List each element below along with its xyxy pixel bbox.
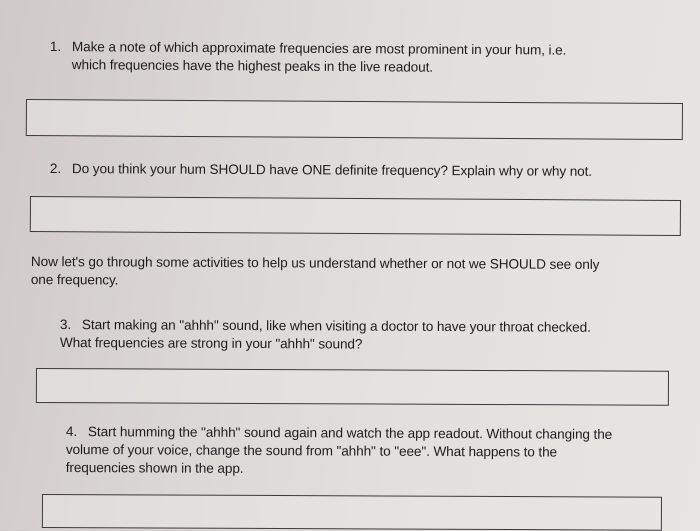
question-text-line: Do you think your hum SHOULD have ONE definite frequency? Explain why or why not. bbox=[71, 161, 593, 179]
question-number: 2. bbox=[49, 160, 62, 177]
question-text-line: which frequencies have the highest peaks in the live readout. bbox=[71, 57, 434, 75]
question-text-line: Start making an "ahhh" sound, like when visiting a doctor to have your throat checked. bbox=[81, 317, 591, 335]
answer-box-1[interactable] bbox=[26, 99, 683, 140]
question-number: 4. bbox=[65, 424, 78, 440]
question-text-line: Make a note of which approximate frequencies are most prominent in your hum, i.e. bbox=[71, 39, 567, 58]
question-number: 1. bbox=[49, 38, 62, 55]
question-number: 3. bbox=[59, 317, 72, 333]
question-1 bbox=[50, 38, 567, 78]
intro-text-line: one frequency. bbox=[30, 271, 119, 288]
question-text-line: Start humming the "ahhh" sound again and watch the app readout. Without changing the bbox=[87, 424, 613, 442]
question-3 bbox=[60, 316, 591, 355]
question-2 bbox=[50, 160, 592, 181]
question-4 bbox=[66, 423, 612, 480]
answer-box-3[interactable] bbox=[36, 368, 669, 406]
question-text-line: frequencies shown in the app. bbox=[65, 459, 244, 476]
intro-paragraph bbox=[31, 253, 600, 292]
answer-box-2[interactable] bbox=[30, 196, 681, 236]
answer-box-4[interactable] bbox=[42, 494, 662, 531]
question-text-line: volume of your voice, change the sound from "ahhh" to "eee". What happens to the bbox=[65, 441, 558, 460]
question-text-line: What frequencies are strong in your "ahhh" sound? bbox=[59, 334, 363, 352]
intro-text-line: Now let's go through some activities to help us understand whether or not we SHOULD see only bbox=[30, 253, 600, 272]
